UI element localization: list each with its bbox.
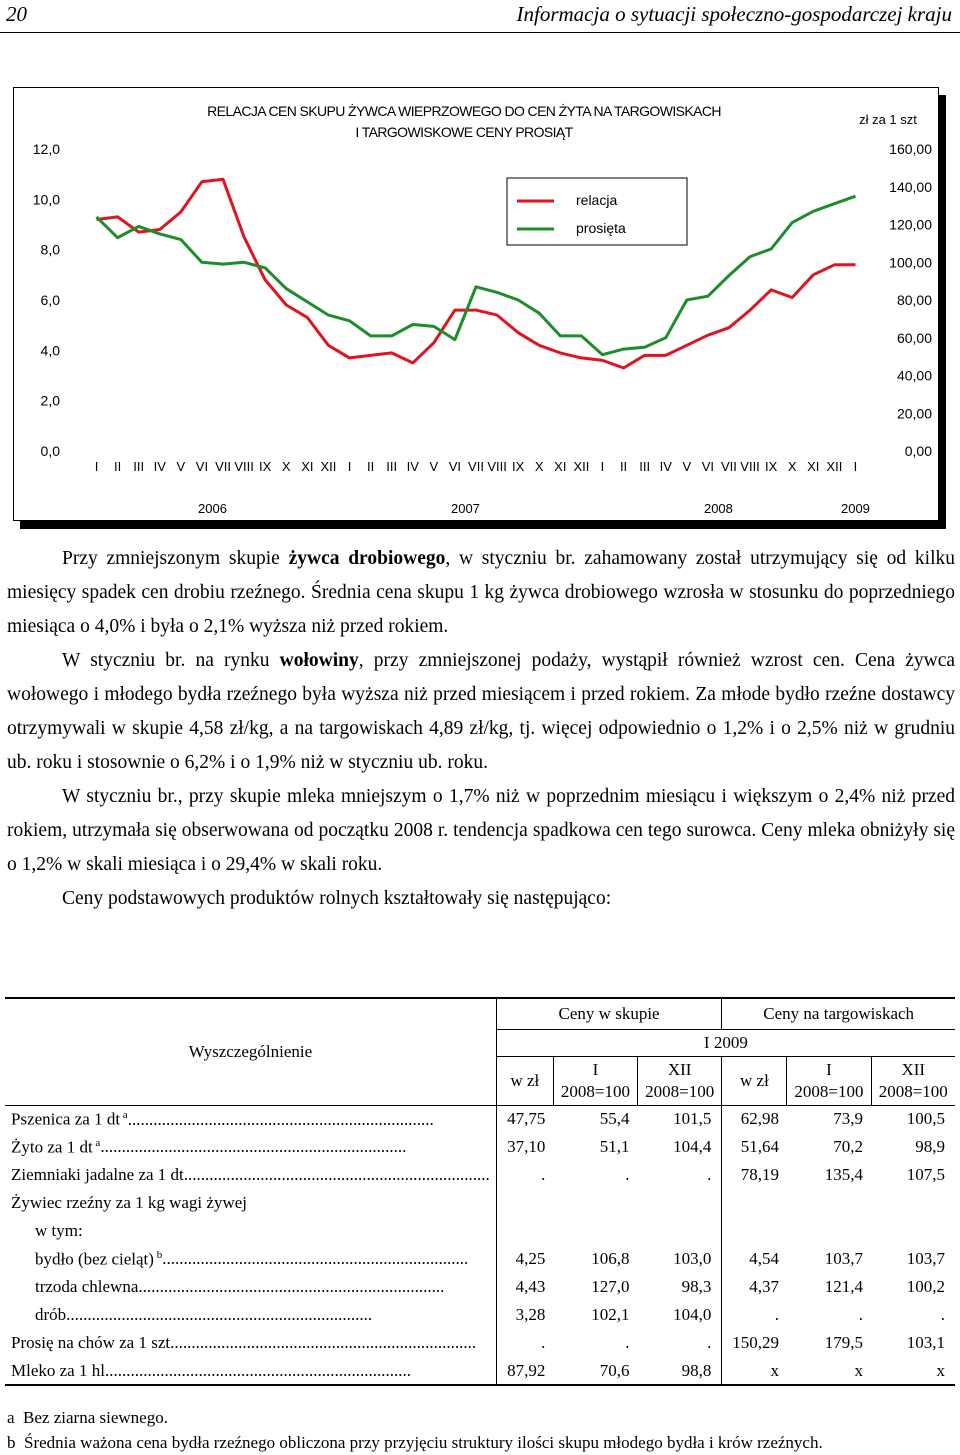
y-right-tick-label: 160,00 bbox=[889, 141, 932, 157]
x-year-label: 2008 bbox=[703, 501, 733, 516]
paragraph-beef bbox=[7, 644, 955, 780]
table-cell: 4,37 bbox=[749, 1277, 779, 1296]
page-number: 20 bbox=[6, 2, 27, 26]
text-run: W styczniu br. na rynku bbox=[62, 650, 280, 671]
table-cell: 37,10 bbox=[507, 1137, 546, 1156]
x-month-label: X bbox=[534, 459, 544, 474]
period-header: I 2009 bbox=[496, 1029, 955, 1056]
x-year-label: 2009 bbox=[840, 501, 870, 516]
col-header-pln: w zł bbox=[496, 1056, 553, 1105]
x-month-label: XII bbox=[320, 459, 337, 474]
table-row bbox=[5, 1329, 955, 1357]
table-cell bbox=[787, 1189, 871, 1217]
x-year-label: 2006 bbox=[198, 501, 227, 516]
footnote-text: Średnia ważona cena bydła rzeźnego obliczona przy przyjęciu struktury ilości skupu młodego bydła i krów rzeźnych. bbox=[24, 1433, 823, 1452]
table-row bbox=[5, 1273, 955, 1301]
table-cell: . bbox=[940, 1305, 945, 1324]
col-header-index-xii-top: XII bbox=[667, 1059, 692, 1079]
row-label bbox=[5, 1105, 496, 1133]
y-right-tick-label: 60,00 bbox=[896, 329, 932, 346]
x-month-label: VI bbox=[701, 459, 715, 474]
col-header-index-i-base: 2008=100 bbox=[560, 1081, 630, 1101]
row-label-text: Żyto za 1 dt bbox=[11, 1137, 93, 1157]
x-month-label: III bbox=[639, 459, 651, 474]
y-left-tick-label: 4,0 bbox=[40, 342, 60, 359]
table-row bbox=[5, 1105, 955, 1133]
table-cell: 98,3 bbox=[637, 1273, 721, 1301]
x-month-label: IX bbox=[512, 459, 525, 474]
x-month-label: VI bbox=[448, 459, 462, 474]
page-header bbox=[0, 0, 960, 33]
x-month-label: XI bbox=[554, 459, 567, 474]
table-cell bbox=[722, 1189, 787, 1217]
col-header-spec: Wyszczególnienie bbox=[5, 998, 496, 1105]
publication-title: Informacja o sytuacji społeczno-gospodarczej kraju bbox=[516, 2, 952, 26]
table-cell bbox=[496, 1217, 553, 1245]
x-month-label: I bbox=[600, 459, 605, 474]
x-month-label: III bbox=[133, 459, 145, 474]
table-cell: 87,92 bbox=[507, 1360, 546, 1380]
leader-dots bbox=[128, 1110, 434, 1129]
table-cell: 51,64 bbox=[740, 1137, 779, 1156]
table-cell: . bbox=[637, 1161, 721, 1189]
row-label-text: Ziemniaki jadalne za 1 dt bbox=[11, 1165, 184, 1184]
right-axis-unit: zł za 1 szt bbox=[859, 112, 917, 127]
table-row bbox=[5, 1133, 955, 1161]
x-month-label: V bbox=[429, 459, 439, 474]
col-header-market-index-xii bbox=[871, 1056, 955, 1105]
table-row bbox=[5, 1189, 955, 1217]
leader-dots bbox=[66, 1305, 372, 1324]
col-header-market-index-xii-base: 2008=100 bbox=[878, 1081, 948, 1101]
y-right-tick-label: 80,00 bbox=[896, 292, 932, 308]
row-label-text: drób bbox=[35, 1305, 67, 1324]
row-label bbox=[5, 1189, 496, 1217]
table-cell bbox=[637, 1217, 721, 1245]
y-right-tick-label: 100,00 bbox=[889, 254, 932, 271]
bold-term: wołowiny bbox=[279, 650, 359, 671]
table-cell: . bbox=[541, 1333, 546, 1352]
col-header-market-index-i-top: I bbox=[826, 1059, 832, 1079]
col-header-market-index-i-base: 2008=100 bbox=[794, 1081, 864, 1101]
y-left-tick-label: 6,0 bbox=[40, 292, 60, 308]
table-cell: x bbox=[770, 1360, 779, 1380]
y-left-tick-label: 8,0 bbox=[40, 241, 60, 258]
table-cell: 55,4 bbox=[599, 1109, 630, 1129]
table-cell: 135,4 bbox=[824, 1165, 863, 1184]
row-label bbox=[5, 1273, 496, 1301]
table-cell: 98,9 bbox=[915, 1137, 945, 1156]
table-cell: 4,54 bbox=[749, 1249, 779, 1268]
paragraph-milk bbox=[7, 780, 955, 882]
table-row bbox=[5, 1357, 955, 1385]
col-header-index-xii bbox=[637, 1056, 721, 1105]
text-run: , w styczniu br. zahamowany został utrzymujący się od kilku miesięcy spadek cen drobiu rzeźnego. Średnia cena skupu 1 kg żywca drobiowego wzrosła w stosunku do poprzedniego miesiąca o 4,0% i była o 2,1% wyższa niż przed rokiem. bbox=[7, 548, 955, 637]
y-left-tick-label: 0,0 bbox=[40, 443, 60, 459]
text-run: Ceny podstawowych produktów rolnych kształtowały się następująco: bbox=[62, 888, 612, 909]
footnote-ref: a bbox=[92, 1136, 101, 1149]
x-month-label: XII bbox=[573, 459, 590, 474]
table-cell: 103,0 bbox=[637, 1245, 721, 1273]
row-label bbox=[5, 1245, 496, 1273]
prices-table bbox=[5, 997, 955, 1386]
row-label-text: Prosię na chów za 1 szt bbox=[11, 1333, 171, 1352]
table-cell: . bbox=[541, 1165, 546, 1184]
leader-dots bbox=[184, 1165, 490, 1184]
series-line-prosieta bbox=[97, 196, 856, 355]
table-cell bbox=[722, 1217, 787, 1245]
text-run: , przy zmniejszonej podaży, wystąpił również wzrost cen. Cena żywca wołowego i młodego bydła rzeźnego była wyższa niż przed miesiącem i przed rokiem. Za młode bydło rzeźne dostawcy otrzymywali w skupie 4,58 zł/kg, a na targowiskach 4,89 zł/kg, tj. więcej odpowiednio o 1,2% i o 2,5% niż w grudniu ub. roku i stosownie o 6,2% i o 1,9% niż w styczniu ub. roku. bbox=[7, 650, 955, 773]
table-cell: 100,2 bbox=[906, 1277, 945, 1296]
table-cell: 104,0 bbox=[637, 1301, 721, 1329]
row-label-text: bydło (bez cieląt) bbox=[35, 1249, 154, 1269]
table-cell: 121,4 bbox=[824, 1277, 863, 1296]
x-month-label: IV bbox=[406, 459, 419, 474]
x-month-label: IX bbox=[764, 459, 778, 474]
table-cell: 4,43 bbox=[515, 1277, 546, 1296]
x-month-label: X bbox=[281, 459, 291, 474]
table-cell: 102,1 bbox=[591, 1305, 630, 1324]
table-cell: . bbox=[774, 1305, 779, 1324]
table-cell bbox=[553, 1217, 637, 1245]
table-cell: 73,9 bbox=[833, 1109, 863, 1129]
col-header-index-i bbox=[553, 1056, 637, 1105]
table-cell: 51,1 bbox=[599, 1137, 630, 1156]
prices-table-body bbox=[5, 1105, 955, 1385]
x-month-label: VII bbox=[468, 459, 484, 474]
table-cell: 98,8 bbox=[637, 1357, 721, 1385]
x-month-label: VIII bbox=[234, 459, 254, 474]
footnote-ref: a bbox=[120, 1108, 128, 1121]
y-left-tick-label: 2,0 bbox=[40, 392, 60, 409]
table-cell bbox=[787, 1217, 871, 1245]
chart-title: RELACJA CEN SKUPU ŻYWCA WIEPRZOWEGO DO CEN ŻYTA NA TARGOWISKACH bbox=[207, 103, 721, 119]
table-cell: 106,8 bbox=[591, 1249, 630, 1268]
footnote-b bbox=[7, 1433, 823, 1453]
x-month-label: I bbox=[853, 459, 858, 474]
table-cell bbox=[637, 1189, 721, 1217]
x-month-label: X bbox=[787, 459, 797, 474]
x-month-label: V bbox=[682, 459, 692, 474]
table-cell bbox=[553, 1189, 637, 1217]
paragraph-table-intro bbox=[7, 882, 955, 916]
table-cell bbox=[871, 1217, 955, 1245]
col-header-market-index-i bbox=[787, 1056, 871, 1105]
x-month-label: II bbox=[619, 459, 628, 474]
table-row bbox=[5, 1245, 955, 1273]
x-month-label: IX bbox=[259, 459, 272, 474]
row-label bbox=[5, 1161, 496, 1189]
x-month-label: II bbox=[114, 459, 122, 474]
row-label-text: trzoda chlewna bbox=[35, 1277, 139, 1296]
x-month-label: IV bbox=[153, 459, 166, 474]
table-cell: 179,5 bbox=[824, 1333, 863, 1352]
y-left-tick-label: 10,0 bbox=[32, 191, 60, 208]
x-month-label: I bbox=[94, 459, 99, 474]
table-cell: 103,7 bbox=[906, 1249, 945, 1268]
chart-legend bbox=[507, 178, 687, 245]
row-label-text: w tym: bbox=[35, 1221, 83, 1240]
table-row bbox=[5, 1217, 955, 1245]
table-cell: 107,5 bbox=[906, 1165, 945, 1184]
table-cell: 100,5 bbox=[906, 1109, 945, 1129]
y-right-tick-label: 120,00 bbox=[889, 216, 932, 233]
col-header-market-index-xii-top: XII bbox=[901, 1059, 926, 1079]
x-month-label: VI bbox=[195, 459, 209, 474]
table-row bbox=[5, 1161, 955, 1189]
table-cell: 127,0 bbox=[591, 1277, 630, 1296]
group-header-market: Ceny na targowiskach bbox=[722, 998, 955, 1029]
y-right-tick-label: 40,00 bbox=[896, 367, 932, 384]
x-month-label: I bbox=[347, 459, 352, 474]
table-row bbox=[5, 1301, 955, 1329]
x-month-label: II bbox=[366, 459, 375, 474]
table-cell: x bbox=[936, 1360, 945, 1380]
x-month-label: III bbox=[386, 459, 398, 474]
row-label bbox=[5, 1357, 496, 1385]
legend-label-relacja: relacja bbox=[576, 192, 618, 208]
group-header-purchase: Ceny w skupie bbox=[496, 998, 722, 1029]
x-month-label: V bbox=[176, 459, 186, 474]
footnote-text: Bez ziarna siewnego. bbox=[23, 1408, 168, 1427]
table-cell: 104,4 bbox=[637, 1133, 721, 1161]
row-label-text: Pszenica za 1 dt bbox=[11, 1109, 121, 1129]
col-header-index-xii-base: 2008=100 bbox=[645, 1081, 715, 1101]
y-right-tick-label: 0,00 bbox=[904, 443, 932, 459]
y-right-tick-label: 20,00 bbox=[896, 405, 932, 422]
leader-dots bbox=[100, 1137, 406, 1156]
x-month-label: VIII bbox=[487, 459, 507, 474]
table-cell: 47,75 bbox=[507, 1109, 546, 1129]
chart-subtitle: I TARGOWISKOWE CENY PROSIĄT bbox=[355, 124, 573, 140]
col-header-market-pln: w zł bbox=[722, 1056, 787, 1105]
x-month-label: VII bbox=[721, 459, 737, 474]
row-label bbox=[5, 1301, 496, 1329]
x-month-label: IV bbox=[659, 459, 672, 474]
table-cell: 70,2 bbox=[833, 1137, 863, 1156]
table-cell: 103,7 bbox=[824, 1249, 863, 1268]
leader-dots bbox=[162, 1249, 468, 1268]
x-month-label: XI bbox=[807, 459, 820, 474]
table-cell: 70,6 bbox=[599, 1360, 630, 1380]
text-run: Przy zmniejszonym skupie bbox=[62, 548, 289, 569]
footnote-ref: b bbox=[153, 1248, 163, 1261]
chart-frame bbox=[13, 87, 939, 521]
row-label bbox=[5, 1217, 496, 1245]
series-line-relacja bbox=[97, 179, 856, 368]
table-cell: 78,19 bbox=[740, 1165, 779, 1184]
footnote-a bbox=[7, 1408, 168, 1428]
table-cell: . bbox=[858, 1305, 863, 1324]
table-cell: 3,28 bbox=[515, 1305, 546, 1324]
table-cell: 62,98 bbox=[740, 1109, 779, 1129]
x-month-label: VII bbox=[215, 459, 231, 474]
bold-term: żywca drobiowego bbox=[288, 548, 446, 569]
row-label-text: Żywiec rzeźny za 1 kg wagi żywej bbox=[11, 1193, 247, 1212]
x-month-label: XII bbox=[826, 459, 843, 474]
leader-dots bbox=[138, 1277, 444, 1296]
paragraph-poultry bbox=[7, 542, 955, 644]
x-month-label: XI bbox=[301, 459, 314, 474]
text-run: W styczniu br., przy skupie mleka mniejszym o 1,7% niż w poprzednim miesiącu i większym o 2,4% niż przed rokiem, utrzymała się obserwowana od początku 2008 r. tendencja spadkowa cen tego surowca. Ceny mleka obniżyły się o 1,2% w skali miesiąca i o 29,4% w skali roku. bbox=[7, 786, 955, 875]
line-chart bbox=[14, 88, 938, 520]
table-cell: . bbox=[625, 1333, 630, 1352]
row-label bbox=[5, 1329, 496, 1357]
leader-dots bbox=[170, 1333, 476, 1352]
table-cell: 150,29 bbox=[732, 1333, 779, 1352]
footnote-mark: a bbox=[7, 1408, 15, 1427]
table-cell: . bbox=[625, 1165, 630, 1184]
col-header-index-i-top: I bbox=[592, 1059, 599, 1079]
table-cell bbox=[871, 1189, 955, 1217]
legend-label-prosieta: prosięta bbox=[576, 220, 626, 236]
footnote-mark: b bbox=[7, 1433, 16, 1452]
table-cell: . bbox=[637, 1329, 721, 1357]
x-year-label: 2007 bbox=[450, 501, 480, 516]
table-cell: 103,1 bbox=[906, 1333, 945, 1352]
row-label-text: Mleko za 1 hl bbox=[11, 1360, 105, 1380]
y-right-tick-label: 140,00 bbox=[889, 178, 932, 195]
table-cell: x bbox=[854, 1360, 863, 1380]
y-left-tick-label: 12,0 bbox=[32, 141, 60, 157]
body-text bbox=[7, 542, 955, 916]
leader-dots bbox=[105, 1361, 411, 1380]
table-cell bbox=[496, 1189, 553, 1217]
row-label bbox=[5, 1133, 496, 1161]
table-cell: 4,25 bbox=[515, 1249, 546, 1268]
x-month-label: VIII bbox=[740, 459, 760, 474]
table-cell: 101,5 bbox=[637, 1105, 721, 1133]
